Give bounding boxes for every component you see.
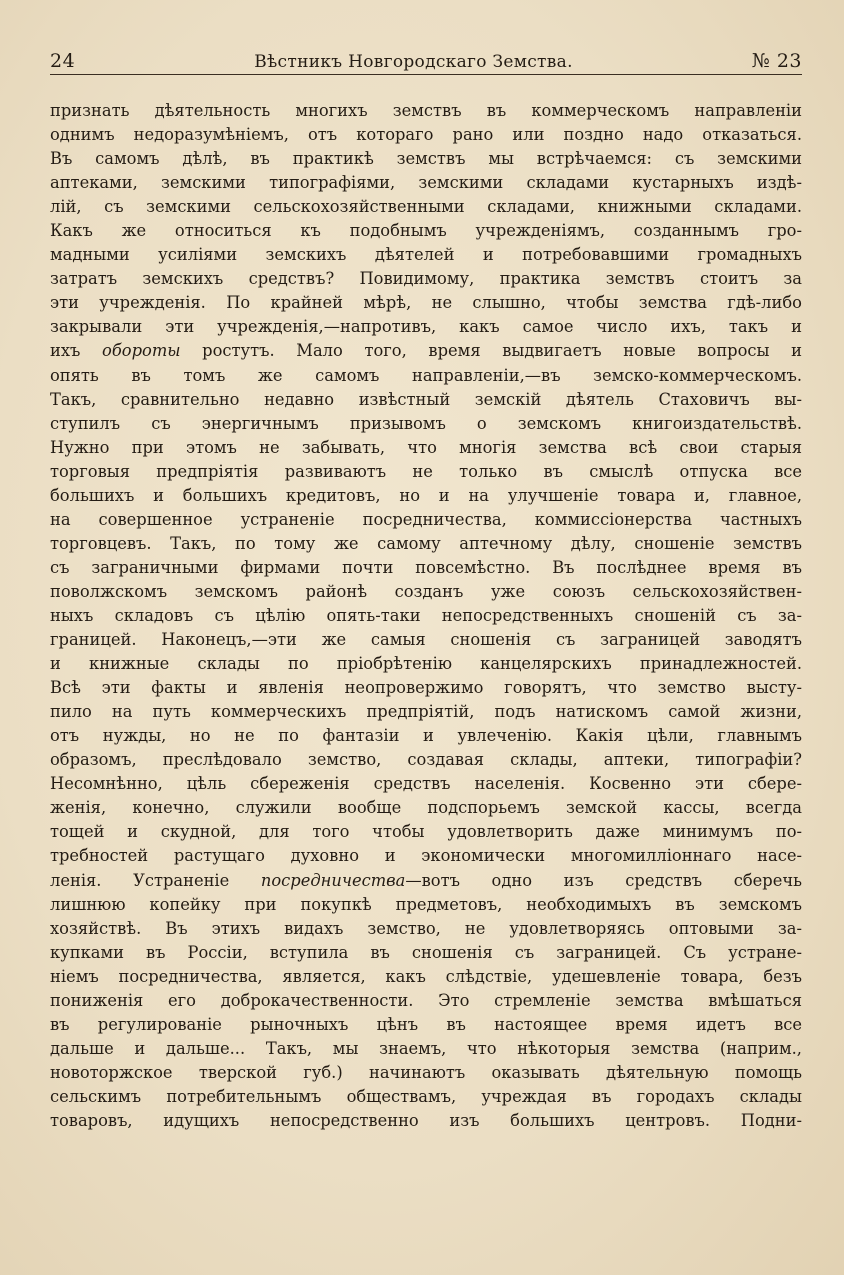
text-line: съ заграничными фирмами почти повсемѣстно. Въ послѣднее время въ [50, 557, 802, 577]
text-line: Несомнѣнно, цѣль сбереженія средствъ населенія. Косвенно эти сбере- [50, 774, 802, 794]
text-line: отъ нужды, но не по фантазіи и увлеченію. Какія цѣли, главнымъ [50, 726, 802, 746]
body-text [50, 99, 802, 1133]
page-number: 24 [50, 50, 76, 72]
header-rule [50, 74, 802, 75]
text-line: Въ самомъ дѣлѣ, въ практикѣ земствъ мы встрѣчаемся: съ земскими [50, 149, 802, 169]
text-line: новоторжское тверской губ.) начинаютъ оказывать дѣятельную помощь [50, 1062, 802, 1082]
text-line: женія, конечно, служили вообще подспорьемъ земской кассы, всегда [50, 798, 802, 818]
text-line: на совершенное устраненіе посредничества, коммиссіонерства частныхъ [50, 509, 802, 529]
text-line: ніемъ посредничества, является, какъ слѣдствіе, удешевленіе товара, безъ [50, 966, 802, 986]
text-line: требностей растущаго духовно и экономически многомилліоннаго насе- [50, 846, 802, 866]
text-line: пило на путь коммерческихъ предпріятій, подъ натискомъ самой жизни, [50, 702, 802, 722]
text-line: купками въ Россіи, вступила въ сношенія съ заграницей. Съ устране- [50, 942, 802, 962]
text-line: ихъ обороты ростутъ. Мало того, время выдвигаетъ новые вопросы и [50, 341, 802, 361]
text-line: хозяйствѣ. Въ этихъ видахъ земство, не удовлетворяясь оптовыми за- [50, 918, 802, 938]
emphasized-phrase: посредничества [260, 870, 406, 890]
text-line: затратъ земскихъ средствъ? Повидимому, практика земствъ стоитъ за [50, 269, 802, 289]
text-line: лій, съ земскими сельскохозяйственными складами, книжными складами. [50, 197, 802, 217]
text-line: торговцевъ. Такъ, по тому же самому аптечному дѣлу, сношеніе земствъ [50, 533, 802, 553]
running-header [50, 50, 802, 76]
text-line: ныхъ складовъ съ цѣлію опять-таки непосредственныхъ сношеній съ за- [50, 605, 802, 625]
text-line: Какъ же относиться къ подобнымъ учрежденіямъ, созданнымъ гро- [50, 221, 802, 241]
emphasized-phrase: обороты [102, 341, 181, 361]
text-line: пониженія его доброкачественности. Это стремленіе земства вмѣшаться [50, 990, 802, 1010]
text-line: образомъ, преслѣдовало земство, создавая склады, аптеки, типографіи? [50, 750, 802, 770]
text-line: торговыя предпріятія развиваютъ не только въ смыслѣ отпуска все [50, 461, 802, 481]
text-line: товаровъ, идущихъ непосредственно изъ большихъ центровъ. Подни- [50, 1110, 802, 1130]
text-line: поволжскомъ земскомъ районѣ созданъ уже союзъ сельскохозяйствен- [50, 581, 802, 601]
text-line: эти учрежденія. По крайней мѣрѣ, не слышно, чтобы земства гдѣ-либо [50, 293, 802, 313]
text-line: опять въ томъ же самомъ направленіи,—въ земско-коммерческомъ. [50, 365, 802, 385]
text-line: дальше и дальше... Такъ, мы знаемъ, что нѣкоторыя земства (наприм., [50, 1038, 802, 1058]
text-line: и книжные склады по пріобрѣтенію канцелярскихъ принадлежностей. [50, 654, 802, 674]
running-title: Вѣстникъ Новгородскаго Земства. [254, 52, 573, 72]
text-line: закрывали эти учрежденія,—напротивъ, какъ самое число ихъ, такъ и [50, 317, 802, 337]
text-line: однимъ недоразумѣніемъ, отъ котораго рано или поздно надо отказаться. [50, 125, 802, 145]
issue-number: № 23 [751, 50, 802, 72]
text-line: Всѣ эти факты и явленія неопровержимо говорятъ, что земство высту- [50, 678, 802, 698]
text-line: сельскимъ потребительнымъ обществамъ, учреждая въ городахъ склады [50, 1086, 802, 1106]
text-line: въ регулированіе рыночныхъ цѣнъ въ настоящее время идетъ все [50, 1014, 802, 1034]
text-line: лишнюю копейку при покупкѣ предметовъ, необходимыхъ въ земскомъ [50, 894, 802, 914]
text-line: Нужно при этомъ не забывать, что многія земства всѣ свои старыя [50, 437, 802, 457]
text-line: ступилъ съ энергичнымъ призывомъ о земскомъ книгоиздательствѣ. [50, 413, 802, 433]
text-line: аптеками, земскими типографіями, земскими складами кустарныхъ издѣ- [50, 173, 802, 193]
text-line: Такъ, сравнительно недавно извѣстный земскій дѣятель Стаховичъ вы- [50, 389, 802, 409]
text-line: мадными усиліями земскихъ дѣятелей и потребовавшими громадныхъ [50, 245, 802, 265]
text-line: ленія. Устраненіе посредничества—вотъ одно изъ средствъ сберечь [50, 870, 802, 890]
text-line: большихъ и большихъ кредитовъ, но и на улучшеніе товара и, главное, [50, 485, 802, 505]
text-line: тощей и скудной, для того чтобы удовлетворить даже минимумъ по- [50, 822, 802, 842]
text-line: признать дѣятельность многихъ земствъ въ коммерческомъ направленіи [50, 101, 802, 120]
text-line: границей. Наконецъ,—эти же самыя сношенія съ заграницей заводятъ [50, 630, 802, 650]
